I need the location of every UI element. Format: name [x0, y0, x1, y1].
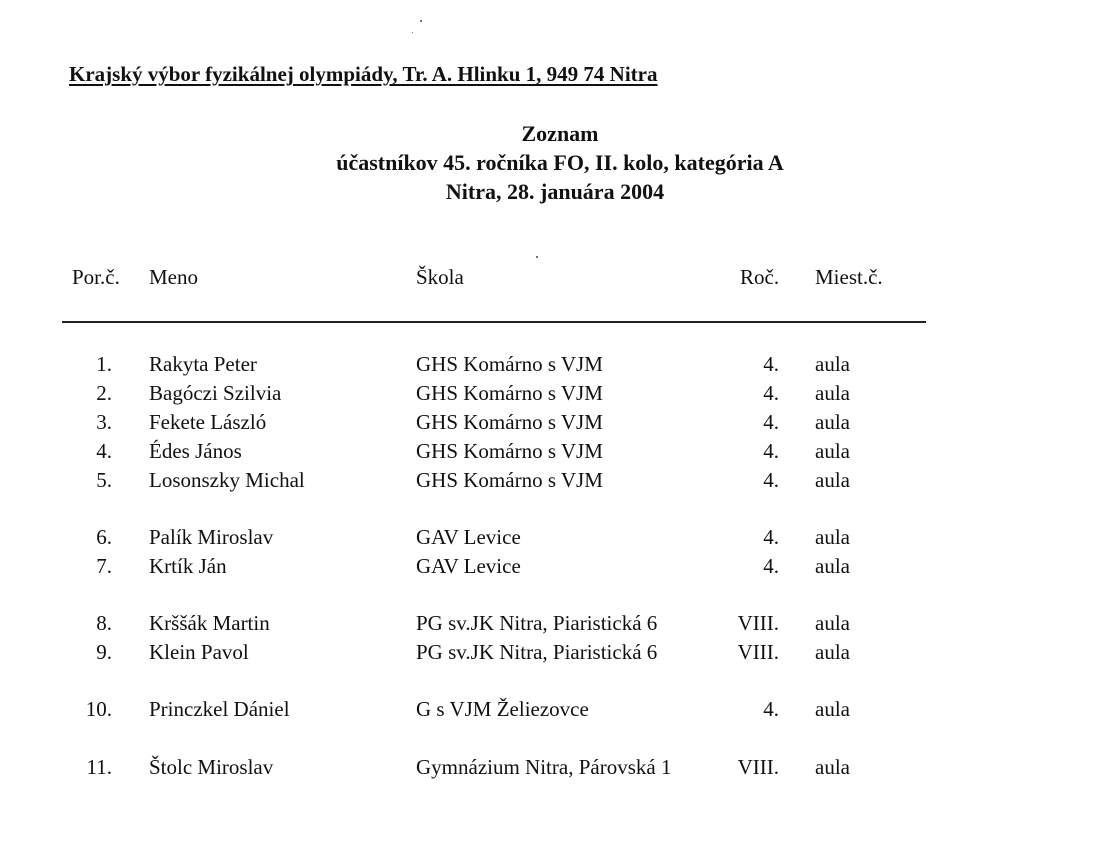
row-school: GHS Komárno s VJM [416, 381, 603, 405]
table-row [0, 468, 1102, 496]
table-row [0, 697, 1102, 725]
row-room: aula [815, 755, 850, 779]
row-year: 4. [763, 697, 779, 721]
row-school: PG sv.JK Nitra, Piaristická 6 [416, 611, 658, 635]
column-header-name: Meno [149, 265, 198, 289]
row-name: Fekete László [149, 410, 267, 434]
organization-header: Krajský výbor fyzikálnej olympiády, Tr. A. Hlinku 1, 949 74 Nitra [69, 62, 658, 86]
row-year: VIII. [737, 611, 779, 635]
row-year: 4. [763, 468, 779, 492]
row-number: 5. [96, 468, 112, 492]
column-header-year: Roč. [740, 265, 780, 289]
table-row [0, 352, 1102, 380]
row-school: GHS Komárno s VJM [416, 410, 603, 434]
table-row [0, 640, 1102, 668]
row-year: 4. [763, 439, 779, 463]
scan-speck [412, 32, 413, 33]
row-room: aula [815, 554, 850, 578]
table-row [0, 554, 1102, 582]
title-line-3: Nitra, 28. januára 2004 [445, 179, 665, 204]
row-room: aula [815, 439, 850, 463]
row-school: GAV Levice [416, 554, 521, 578]
row-year: VIII. [737, 640, 779, 664]
row-room: aula [815, 611, 850, 635]
row-number: 8. [96, 611, 112, 635]
row-name: Princzkel Dániel [149, 697, 290, 721]
row-number: 7. [96, 554, 112, 578]
table-row [0, 525, 1102, 553]
row-year: 4. [763, 525, 779, 549]
row-name: Losonszky Michal [149, 468, 305, 492]
row-number: 2. [96, 381, 112, 405]
column-header-number: Por.č. [72, 265, 120, 289]
row-room: aula [815, 381, 850, 405]
row-number: 1. [96, 352, 112, 376]
row-room: aula [815, 525, 850, 549]
table-row [0, 611, 1102, 639]
row-name: Édes János [149, 439, 242, 463]
row-school: GHS Komárno s VJM [416, 468, 603, 492]
row-name: Krššák Martin [149, 611, 270, 635]
row-number: 11. [86, 755, 112, 779]
row-room: aula [815, 410, 850, 434]
row-room: aula [815, 640, 850, 664]
row-name: Klein Pavol [149, 640, 249, 664]
scan-speck [536, 256, 538, 258]
row-room: aula [815, 352, 850, 376]
title-line-1: Zoznam [521, 121, 599, 146]
row-school: GAV Levice [416, 525, 521, 549]
title-line-2: účastníkov 45. ročníka FO, II. kolo, kategória A [336, 150, 784, 175]
table-row [0, 439, 1102, 467]
row-room: aula [815, 697, 850, 721]
document-title [290, 119, 830, 206]
column-header-room: Miest.č. [815, 265, 883, 289]
row-number: 4. [96, 439, 112, 463]
row-year: VIII. [737, 755, 779, 779]
row-number: 3. [96, 410, 112, 434]
row-number: 10. [85, 697, 112, 721]
row-school: PG sv.JK Nitra, Piaristická 6 [416, 640, 658, 664]
table-row [0, 381, 1102, 409]
row-name: Bagóczi Szilvia [149, 381, 282, 405]
row-name: Štolc Miroslav [149, 755, 274, 779]
row-school: G s VJM Želiezovce [416, 697, 589, 721]
column-header-school: Škola [416, 265, 464, 289]
table-row [0, 410, 1102, 438]
row-school: GHS Komárno s VJM [416, 352, 603, 376]
row-year: 4. [763, 352, 779, 376]
row-name: Krtík Ján [149, 554, 227, 578]
row-number: 9. [96, 640, 112, 664]
table-row [0, 755, 1102, 783]
row-year: 4. [763, 381, 779, 405]
row-school: Gymnázium Nitra, Párovská 1 [416, 755, 672, 779]
row-year: 4. [763, 554, 779, 578]
scan-speck [420, 20, 422, 22]
row-number: 6. [96, 525, 112, 549]
row-name: Palík Miroslav [149, 525, 274, 549]
row-school: GHS Komárno s VJM [416, 439, 603, 463]
header-divider [62, 321, 926, 323]
row-year: 4. [763, 410, 779, 434]
row-room: aula [815, 468, 850, 492]
row-name: Rakyta Peter [149, 352, 257, 376]
